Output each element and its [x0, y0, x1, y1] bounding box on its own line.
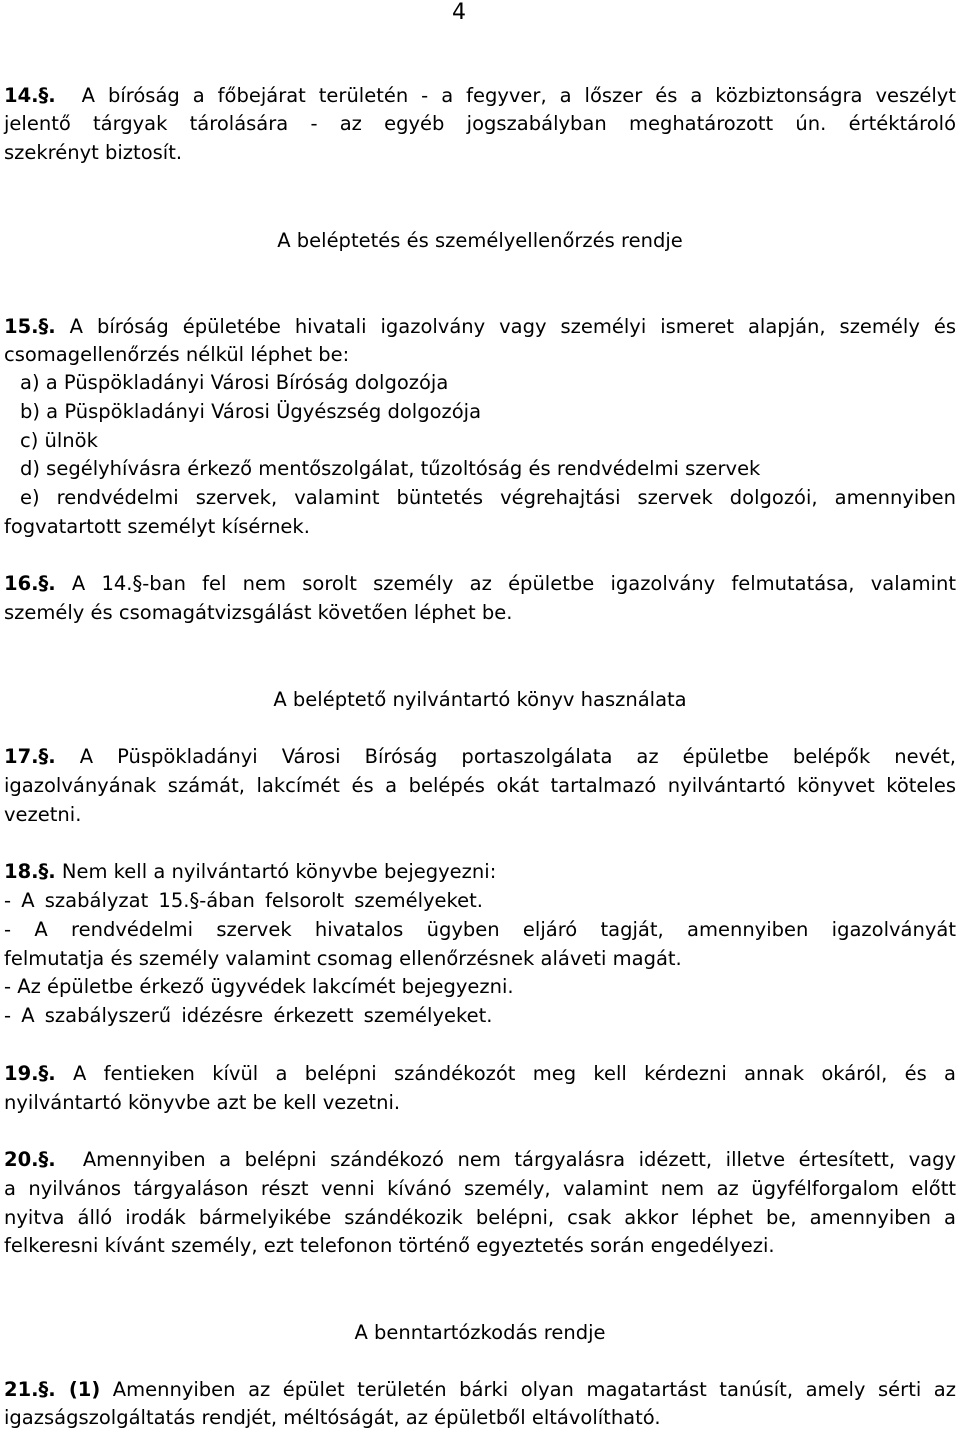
- section-14-line-2: jelentő tárgyak tárolására - az egyéb jogszabályban meghatározott ún. értéktároló: [4, 112, 956, 135]
- section-16-line-2: személy és csomagátvizsgálást követően léphet be.: [4, 601, 513, 624]
- list-item-c: c) ülnök: [20, 429, 98, 452]
- section-17-line-1: 17.§. A Püspökladányi Városi Bíróság portaszolgálata az épületbe belépők nevét,: [4, 745, 956, 768]
- heading-entry-control: A beléptetés és személyellenőrzés rendje: [277, 229, 683, 252]
- section-16-line-1: 16.§. A 14.§-ban fel nem sorolt személy az épületbe igazolvány felmutatása, valamint: [4, 572, 956, 595]
- section-21-number: 21.§. (1): [4, 1378, 101, 1401]
- page-number: 4: [452, 0, 466, 25]
- section-16-number: 16.§.: [4, 572, 56, 595]
- list-item-e-cont: fogvatartott személyt kísérnek.: [4, 515, 310, 538]
- section-19-number: 19.§.: [4, 1062, 56, 1085]
- section-18-line-5: - Az épületbe érkező ügyvédek lakcímét bejegyezni.: [4, 975, 514, 998]
- list-item-e: e) rendvédelmi szervek, valamint büntetés végrehajtási szervek dolgozói, amennyiben: [20, 486, 956, 509]
- section-20-line-3: nyitva álló irodák bármelyikébe szándékozik belépni, csak akkor léphet be, amennyiben a: [4, 1206, 956, 1229]
- heading-log-book: A beléptető nyilvántartó könyv használata: [273, 688, 687, 711]
- list-item-d: d) segélyhívásra érkező mentőszolgálat, tűzoltóság és rendvédelmi szervek: [20, 457, 761, 480]
- section-18-number: 18.§.: [4, 860, 56, 883]
- section-14-number: 14.§.: [4, 84, 56, 107]
- section-15-line-2: csomagellenőrzés nélkül léphet be:: [4, 343, 350, 366]
- section-18-line-6: - A szabályszerű idézésre érkezett személyeket.: [4, 1004, 493, 1027]
- section-17-line-3: vezetni.: [4, 803, 82, 826]
- section-20-line-4: felkeresni kívánt személy, ezt telefonon történő egyeztetés során engedélyezi.: [4, 1234, 775, 1257]
- list-item-b: b) a Püspökladányi Városi Ügyészség dolgozója: [20, 400, 482, 423]
- section-15-line-1: 15.§. A bíróság épületébe hivatali igazolvány vagy személyi ismeret alapján, személy és: [4, 315, 956, 338]
- section-18-line-4: felmutatja és személy valamint csomag ellenőrzésnek aláveti magát.: [4, 947, 682, 970]
- section-21-line-1: 21.§. (1) Amennyiben az épület területén bárki olyan magatartást tanúsít, amely sérti az: [4, 1378, 956, 1401]
- section-21-line-2: igazságszolgáltatás rendjét, méltóságát, az épületből eltávolítható.: [4, 1406, 661, 1429]
- section-19-line-1: 19.§. A fentieken kívül a belépni szándékozót meg kell kérdezni annak okáról, és a: [4, 1062, 957, 1085]
- section-14-line-1: 14.§. A bíróság a főbejárat területén - a fegyver, a lőszer és a közbiztonságra veszélyt: [4, 84, 956, 107]
- section-19-line-2: nyilvántartó könyvbe azt be kell vezetni.: [4, 1091, 401, 1114]
- section-20-line-2: a nyilvános tárgyaláson részt venni kívánó személy, valamint nem az ügyfélforgalom előtt: [4, 1177, 956, 1200]
- section-15-number: 15.§.: [4, 315, 56, 338]
- section-18-line-1: 18.§. Nem kell a nyilvántartó könyvbe bejegyezni:: [4, 860, 497, 883]
- heading-presence: A benntartózkodás rendje: [354, 1321, 606, 1344]
- list-item-a: a) a Püspökladányi Városi Bíróság dolgozója: [20, 371, 449, 394]
- section-20-number: 20.§.: [4, 1148, 56, 1171]
- section-17-number: 17.§.: [4, 745, 56, 768]
- section-17-line-2: igazolványának számát, lakcímét és a belépés okát tartalmazó nyilvántartó könyvet köteles: [4, 774, 956, 797]
- section-14-line-3: szekrényt biztosít.: [4, 141, 183, 164]
- section-18-line-2: - A szabályzat 15.§-ában felsorolt személyeket.: [4, 889, 483, 912]
- section-20-line-1: 20.§. Amennyiben a belépni szándékozó nem tárgyalásra idézett, illetve értesített, vagy: [4, 1148, 956, 1171]
- section-18-line-3: - A rendvédelmi szervek hivatalos ügyben eljáró tagját, amennyiben igazolványát: [4, 918, 956, 941]
